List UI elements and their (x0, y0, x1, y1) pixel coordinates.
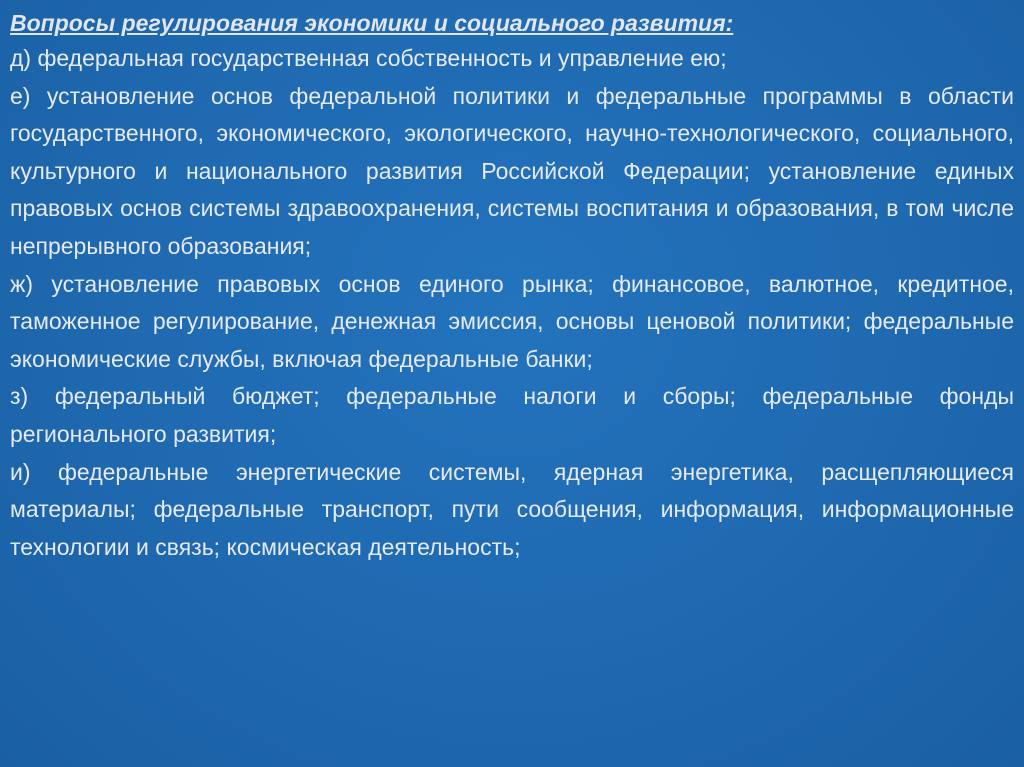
item-z: з) федеральный бюджет; федеральные налоги и сборы; федеральные фонды регионального развития; (10, 383, 1014, 447)
slide-content (10, 6, 1014, 566)
item-i: и) федеральные энергетические системы, ядерная энергетика, расщепляющиеся материалы; федеральные транспорт, пути сообщения, информация, информационные технологии и связь; космическая деятельность; (10, 458, 1014, 560)
item-d: д) федеральная государственная собственность и управление ею; (10, 45, 727, 71)
item-e: е) установление основ федеральной политики и федеральные программы в области государственного, экономического, экологического, научно-технологического, социального, культурного и национального развития Российской Федерации; установление единых правовых основ системы здравоохранения, системы воспитания и образования, в том числе непрерывного образования; (10, 82, 1014, 259)
slide-title: Вопросы регулирования экономики и социального развития: (10, 10, 734, 36)
item-zh: ж) установление правовых основ единого рынка; финансовое, валютное, кредитное, таможенное регулирование, денежная эмиссия, основы ценовой политики; федеральные экономические службы, включая федеральные банки; (10, 270, 1014, 372)
